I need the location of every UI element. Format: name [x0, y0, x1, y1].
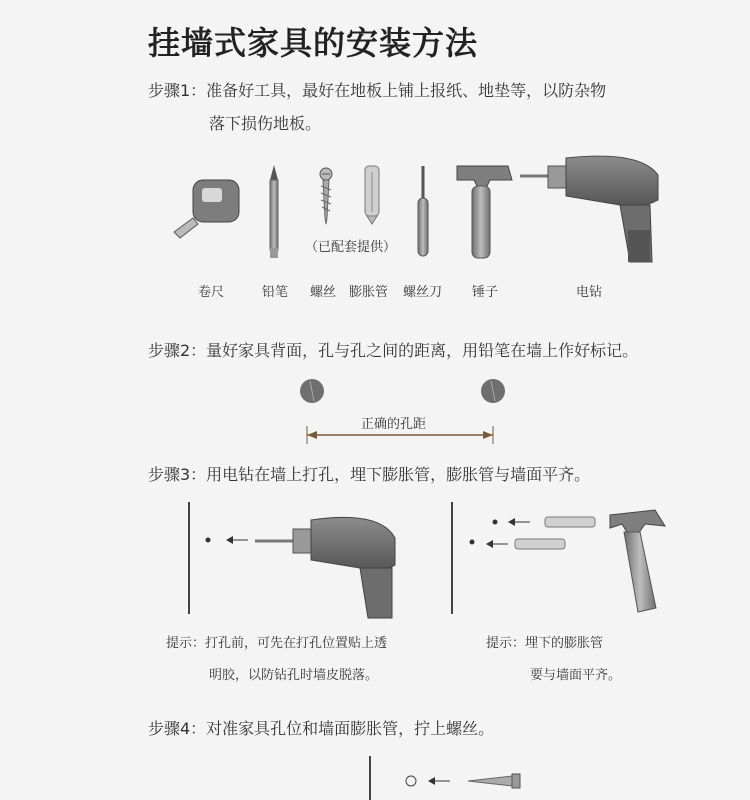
tip-right-line1: 提示：埋下的膨胀管 [486, 636, 604, 651]
tape-measure-icon [174, 180, 239, 238]
step1-text-line2: 落下损伤地板。 [209, 114, 322, 133]
tool-label-tape: 卷尺 [198, 285, 225, 300]
screwdriver-icon [418, 166, 428, 256]
screw-icon [320, 168, 332, 224]
hammer-icon [457, 166, 512, 258]
wall-anchor-icon [365, 166, 379, 224]
tool-label-screw: 螺丝 [310, 285, 337, 300]
tool-label-pencil: 铅笔 [262, 285, 289, 300]
tip-right-line2: 要与墙面平齐。 [530, 668, 622, 683]
tool-label-hammer: 锤子 [472, 285, 499, 300]
tools-provided-note: （已配套提供） [305, 240, 397, 255]
hammer-step3-icon [610, 510, 665, 612]
tool-label-drill: 电钻 [576, 285, 603, 300]
power-drill-icon [520, 156, 658, 262]
step2-text: 步骤2：量好家具背面，孔与孔之间的距离，用铅笔在墙上作好标记。 [148, 341, 639, 360]
tip-left-line1: 提示：打孔前，可先在打孔位置贴上透 [166, 636, 388, 651]
step3-text: 步骤3：用电钻在墙上打孔，埋下膨胀管，膨胀管与墙面平齐。 [148, 465, 591, 484]
tip-left-line2: 明胶，以防钻孔时墙皮脱落。 [209, 668, 379, 683]
tool-label-screwdriver: 螺丝刀 [403, 285, 443, 300]
step4-text: 步骤4：对准家具孔位和墙面膨胀管，拧上螺丝。 [148, 719, 495, 738]
tool-label-anchor: 膨胀管 [349, 285, 389, 300]
step1-text-line1: 步骤1：准备好工具，最好在地板上铺上报纸、地垫等，以防杂物 [148, 81, 607, 100]
drill-step3-icon [255, 517, 395, 618]
pencil-icon [270, 165, 278, 258]
distance-label: 正确的孔距 [361, 417, 427, 432]
page-title: 挂墙式家具的安装方法 [148, 24, 479, 62]
